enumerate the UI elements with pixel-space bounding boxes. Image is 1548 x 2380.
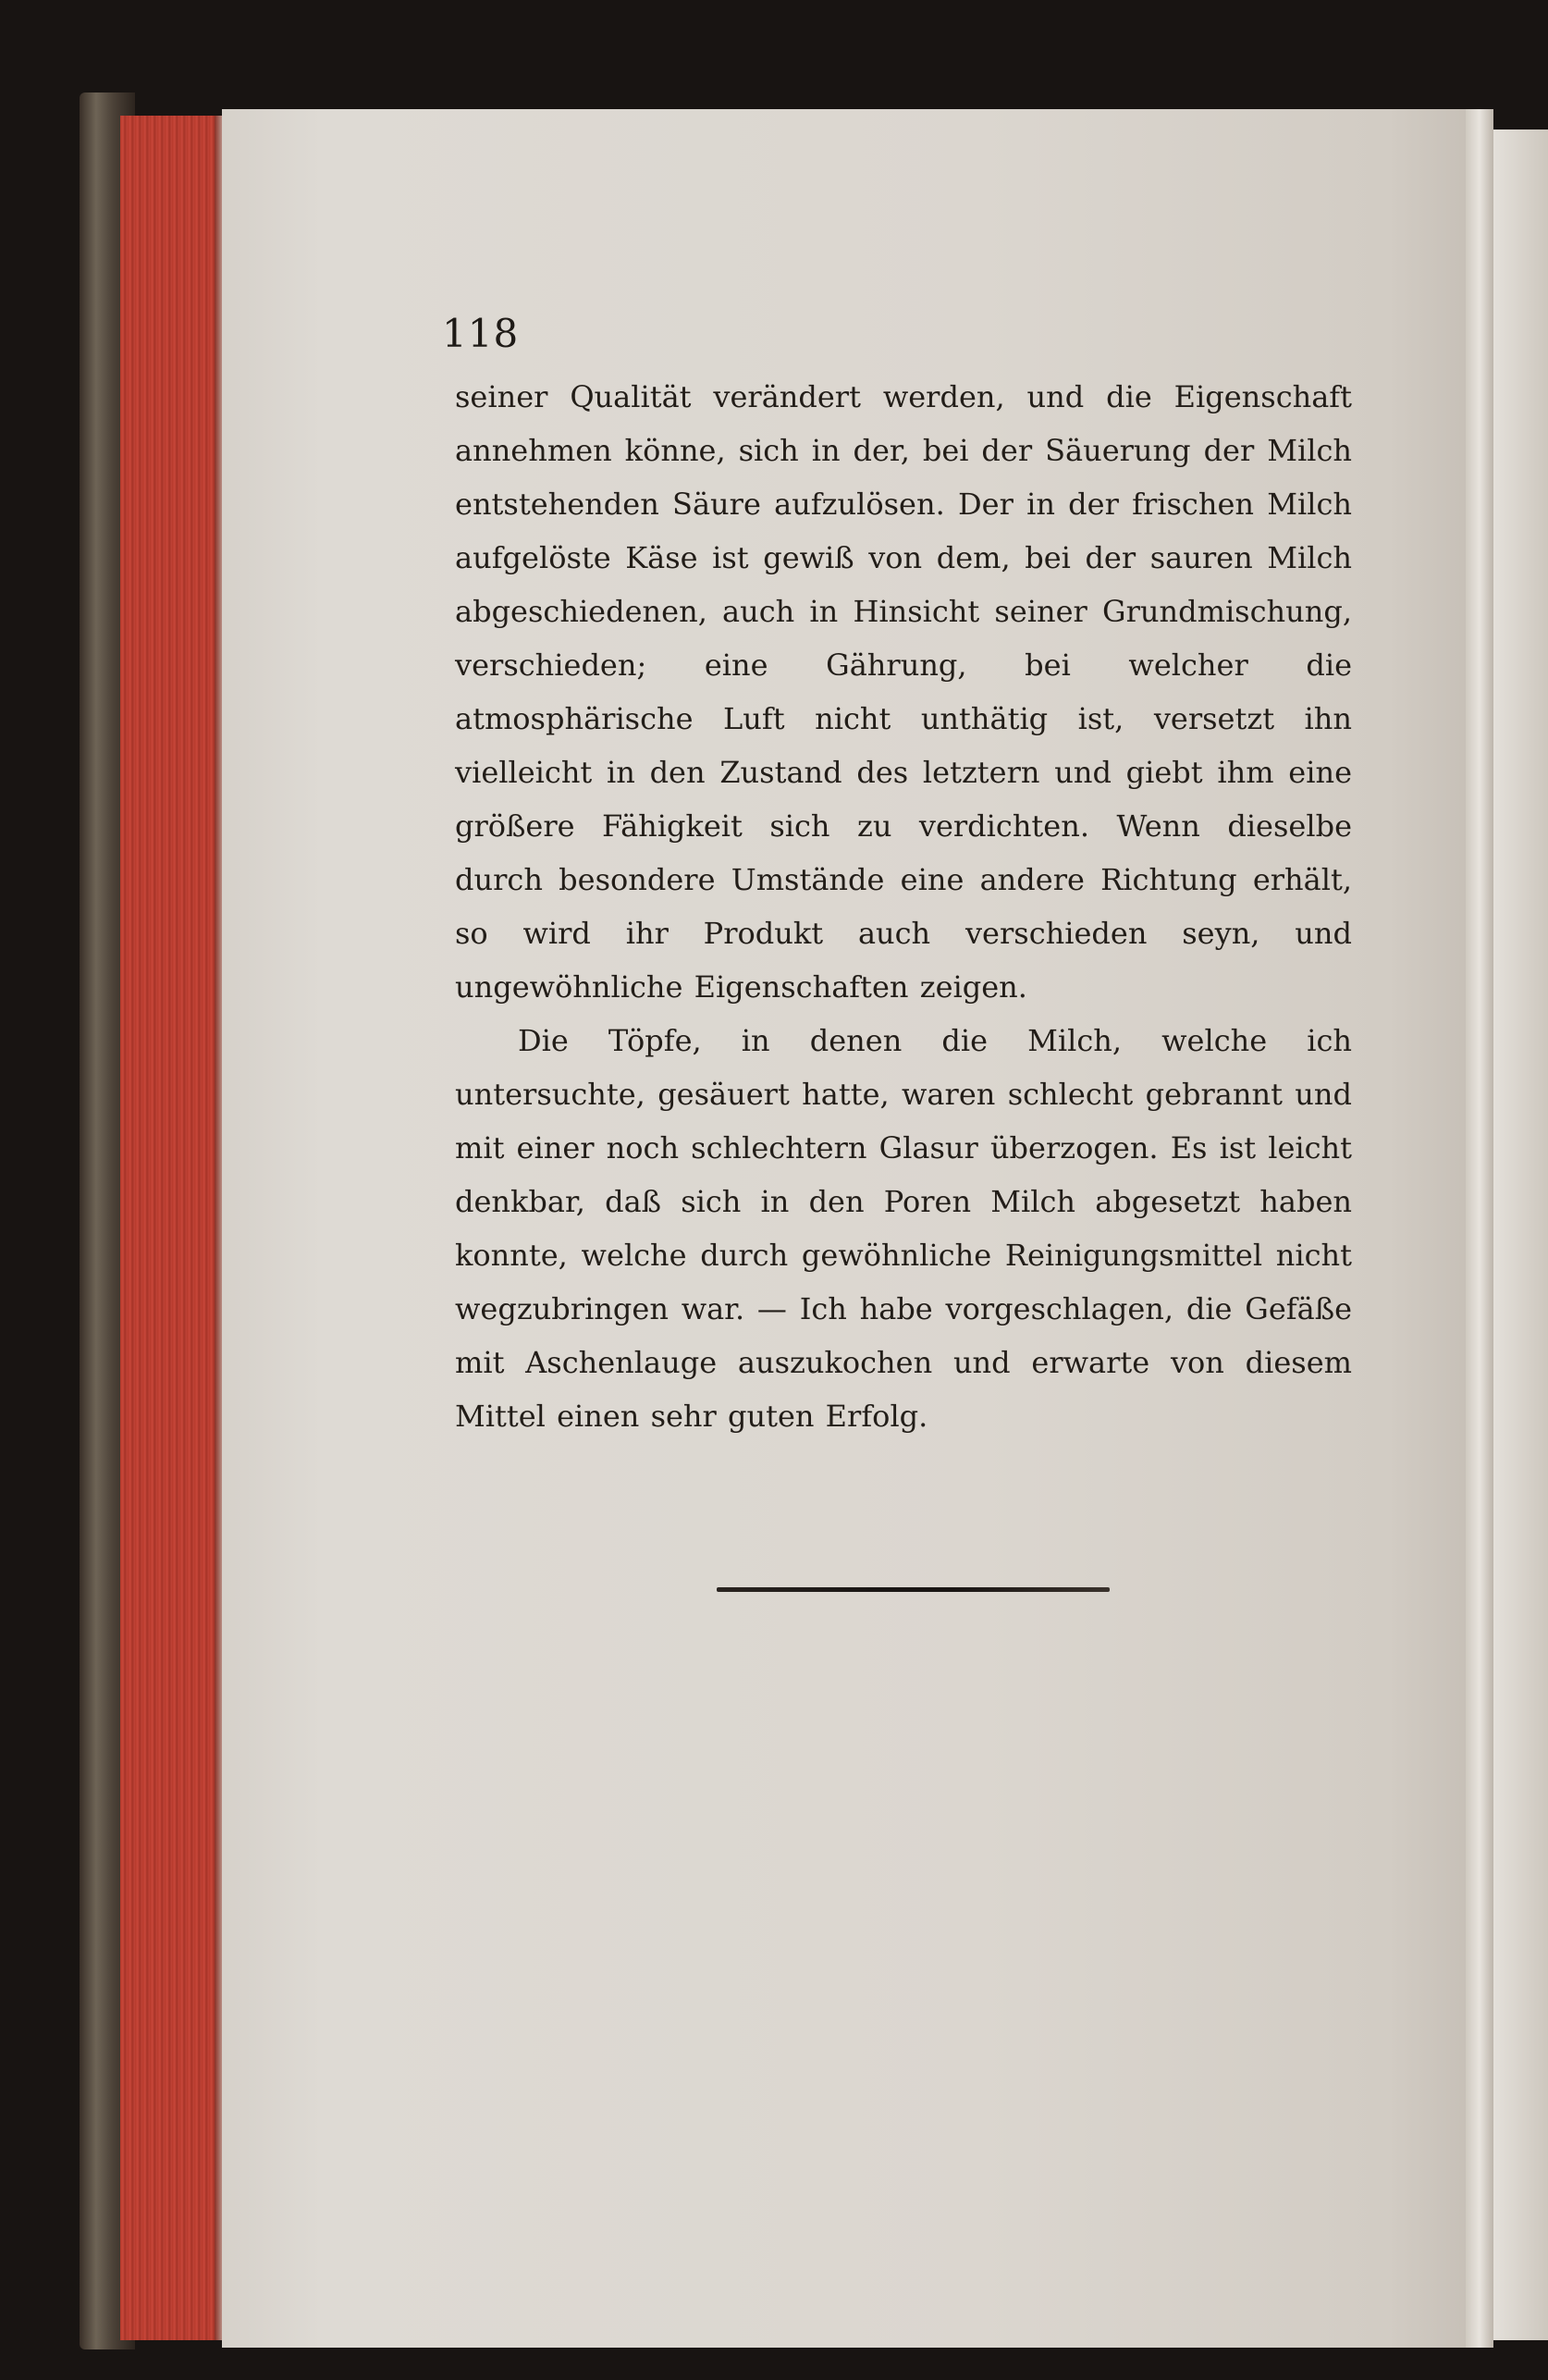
page-gutter — [1466, 109, 1493, 2348]
paragraph-1: seiner Qualität verändert werden, und die Eigenschaft annehmen könne, sich in der, bei der Säuerung der Milch entstehenden Säure aufzulösen. Der in der frischen Milch aufgelöste Käse ist gewiß von dem, bei der sauren Milch abgeschiedenen, auch in Hinsicht seiner Grundmischung, verschieden; eine Gährung, bei welcher die atmosphärische Luft nicht unthätig ist, versetzt ihn vielleicht in den Zustand des letztern und giebt ihm eine größere Fähigkeit sich zu verdichten. Wenn dieselbe durch besondere Umstände eine andere Richtung erhält, so wird ihr Produkt auch verschieden seyn, und ungewöhnliche Eigenschaften zeigen. — [455, 379, 1352, 1005]
paragraph-2: Die Töpfe, in denen die Milch, welche ich untersuchte, gesäuert hatte, waren schlecht gebrannt und mit einer noch schlechtern Glasur überzogen. Es ist leicht denkbar, daß sich in den Poren Milch abgesetzt haben konnte, welche durch gewöhnliche Reinigungsmittel nicht wegzubringen war. — Ich habe vorgeschlagen, die Gefäße mit Aschenlauge auszukochen und erwarte von diesem Mittel einen sehr guten Erfolg. — [455, 1023, 1352, 1434]
page-number: 118 — [442, 311, 520, 356]
body-text — [455, 370, 1352, 1443]
facing-page-sliver — [1493, 129, 1548, 2340]
end-rule-divider — [717, 1587, 1110, 1592]
red-page-edges — [120, 116, 222, 2340]
